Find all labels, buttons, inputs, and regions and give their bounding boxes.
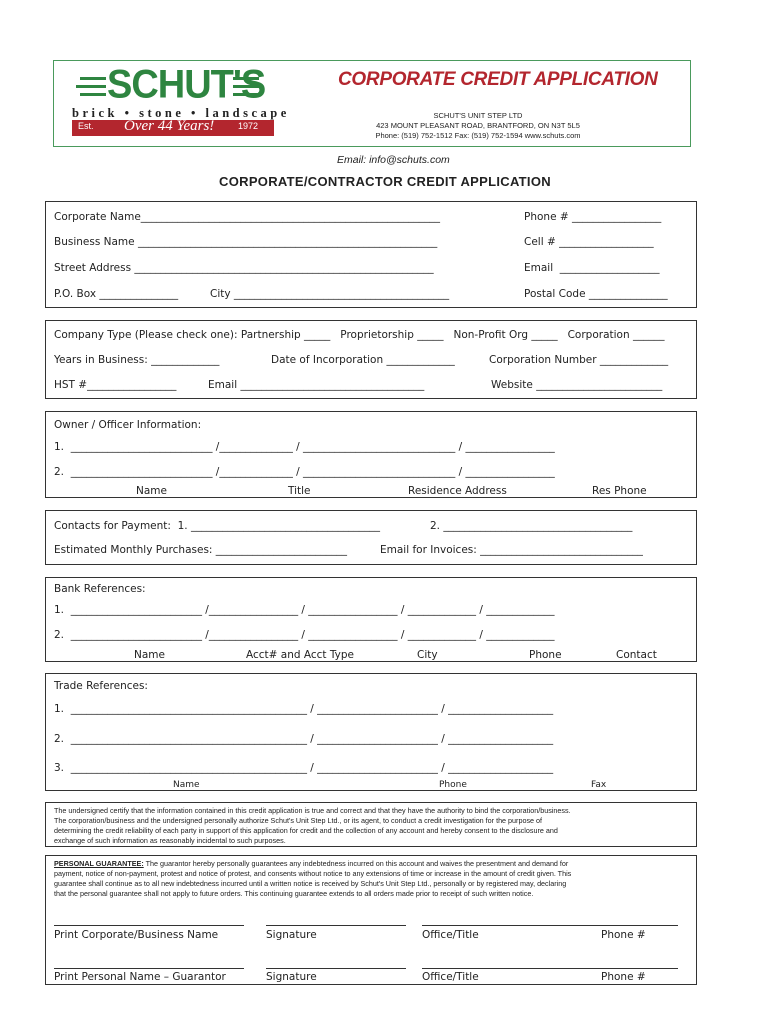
- bank-label-acct: Acct# and Acct Type: [246, 649, 355, 661]
- bank-heading: Bank References:: [54, 583, 146, 595]
- bank-row-1[interactable]: 1. _________________________ /_________________ / _________________ / _____________ / _____________: [54, 604, 555, 616]
- company-name: SCHUT'S UNIT STEP LTD: [433, 111, 523, 120]
- payment-contacts-section: [45, 510, 697, 565]
- company-address: 423 MOUNT PLEASANT ROAD, BRANTFORD, ON N3T 5L5: [376, 121, 580, 130]
- logo-year: 1972: [238, 121, 259, 131]
- bank-row-2[interactable]: 2. _________________________ /_________________ / _________________ / _____________ / _____________: [54, 629, 555, 641]
- guarantee-text-1: The guarantor hereby personally guarantees any indebtedness incurred on this account and waives the presentment and demand for: [143, 859, 569, 868]
- hst-field[interactable]: HST #_________________: [54, 379, 177, 391]
- trade-row-3[interactable]: 3. _____________________________________________ / _______________________ / ____________________: [54, 762, 554, 774]
- trade-heading: Trade References:: [54, 680, 148, 692]
- signature-line[interactable]: [422, 925, 678, 926]
- company-contact: Phone: (519) 752-1512 Fax: (519) 752-1594 www.schuts.com: [375, 131, 581, 140]
- logo-name: SCHUT'S: [107, 62, 266, 108]
- trade-label-name: Name: [173, 780, 200, 790]
- business-name-field[interactable]: Business Name _________________________________________________________: [54, 236, 438, 248]
- logo-years: Over 44 Years!: [124, 118, 215, 134]
- years-in-business-field[interactable]: Years in Business: _____________: [54, 354, 220, 366]
- signature-line[interactable]: [422, 968, 678, 969]
- trade-row-1[interactable]: 1. _____________________________________________ / _______________________ / ____________________: [54, 703, 554, 715]
- header-title: CORPORATE CREDIT APPLICATION: [338, 69, 658, 90]
- trade-label-phone: Phone: [439, 780, 467, 790]
- signature-line[interactable]: [266, 968, 406, 969]
- guarantee-label: PERSONAL GUARANTEE:: [54, 859, 144, 868]
- po-box-field[interactable]: P.O. Box _______________: [54, 288, 179, 300]
- company-email-field[interactable]: Email ___________________________________: [208, 379, 425, 391]
- company-type-field[interactable]: Company Type (Please check one): Partnership _____ Proprietorship _____ Non-Profit Org _____ Corporation ______: [54, 329, 665, 341]
- city-field[interactable]: City _________________________________________: [210, 288, 450, 300]
- sig-label-business-name: Print Corporate/Business Name: [54, 929, 219, 941]
- trade-label-fax: Fax: [591, 780, 607, 790]
- form-title: CORPORATE/CONTRACTOR CREDIT APPLICATION: [219, 174, 551, 189]
- phone-field[interactable]: Phone # _________________: [524, 211, 662, 223]
- owner-label-title: Title: [288, 485, 311, 497]
- signature-line[interactable]: [54, 968, 244, 969]
- cell-field[interactable]: Cell # __________________: [524, 236, 654, 248]
- monthly-purchases-field[interactable]: Estimated Monthly Purchases: _________________________: [54, 544, 348, 556]
- logo-est: Est.: [78, 121, 94, 131]
- guarantee-line-1: [54, 859, 568, 869]
- corporation-number-field[interactable]: Corporation Number _____________: [489, 354, 669, 366]
- certification-line-1: The undersigned certify that the information contained in this credit application is true and correct and that they have the authority to bind the corporation/business.: [54, 806, 571, 815]
- invoice-email-field[interactable]: Email for Invoices: _______________________________: [380, 544, 643, 556]
- trade-row-2[interactable]: 2. _____________________________________________ / _______________________ / ____________________: [54, 733, 554, 745]
- logo-stripe: [80, 77, 106, 80]
- bank-label-name: Name: [134, 649, 165, 661]
- sig-label-signature-1: Signature: [266, 929, 317, 941]
- postal-code-field[interactable]: Postal Code _______________: [524, 288, 668, 300]
- street-address-field[interactable]: Street Address _________________________________________________________: [54, 262, 434, 274]
- certification-line-4: exchange of such information as reasonably incidental to such purposes.: [54, 836, 286, 845]
- sig-label-phone-1: Phone #: [601, 929, 646, 941]
- owner-label-name: Name: [136, 485, 167, 497]
- header-email: Email: info@schuts.com: [337, 154, 450, 166]
- owner-row-1[interactable]: 1. ___________________________ /______________ / _____________________________ / _________________: [54, 441, 555, 453]
- email-field[interactable]: Email ___________________: [524, 262, 660, 274]
- owner-label-address: Residence Address: [408, 485, 507, 497]
- incorporation-date-field[interactable]: Date of Incorporation _____________: [271, 354, 455, 366]
- guarantee-line-2: payment, notice of non-payment, protest and notice of protest, and consents without notice to any extensions of time or increase in the amount of credit given. This: [54, 869, 572, 878]
- logo-tagline: brick • stone • landscape: [72, 106, 290, 120]
- signature-line[interactable]: [54, 925, 244, 926]
- sig-label-guarantor-name: Print Personal Name – Guarantor: [54, 971, 226, 983]
- bank-label-city: City: [417, 649, 438, 661]
- sig-label-title-2: Office/Title: [422, 971, 479, 983]
- sig-label-title-1: Office/Title: [422, 929, 479, 941]
- corporate-name-field[interactable]: Corporate Name_________________________________________________________: [54, 211, 441, 223]
- bank-label-contact: Contact: [616, 649, 657, 661]
- logo-stripe: [80, 93, 106, 96]
- website-field[interactable]: Website ________________________: [491, 379, 663, 391]
- certification-line-3: determining the credit reliability of each party in support of this application for credit and the collection of any account and hereby consent to the disclosure and: [54, 826, 558, 835]
- bank-label-phone: Phone: [529, 649, 562, 661]
- sig-label-signature-2: Signature: [266, 971, 317, 983]
- owner-label-phone: Res Phone: [592, 485, 647, 497]
- owner-heading: Owner / Officer Information:: [54, 419, 202, 431]
- payment-contact-1[interactable]: Contacts for Payment: 1. ____________________________________: [54, 520, 380, 532]
- guarantee-line-4: that the personal guarantee shall not apply to future orders. This continuing guarantee extends to all orders made prior to receipt of such written notice.: [54, 889, 534, 898]
- signature-line[interactable]: [266, 925, 406, 926]
- logo-stripe: [76, 85, 106, 88]
- payment-contact-2[interactable]: 2. ____________________________________: [430, 520, 633, 532]
- sig-label-phone-2: Phone #: [601, 971, 646, 983]
- owner-row-2[interactable]: 2. ___________________________ /______________ / _____________________________ / _________________: [54, 466, 555, 478]
- certification-line-2: The corporation/business and the undersigned personally authorize Schut's Unit Step Ltd., or its agent, to conduct a credit investigation for the purpose of: [54, 816, 543, 825]
- guarantee-line-3: guarantee shall continue as to all new indebtedness incurred until a written notice is received by Schut's Unit Step Ltd., personally or by registered may, declaring: [54, 879, 567, 888]
